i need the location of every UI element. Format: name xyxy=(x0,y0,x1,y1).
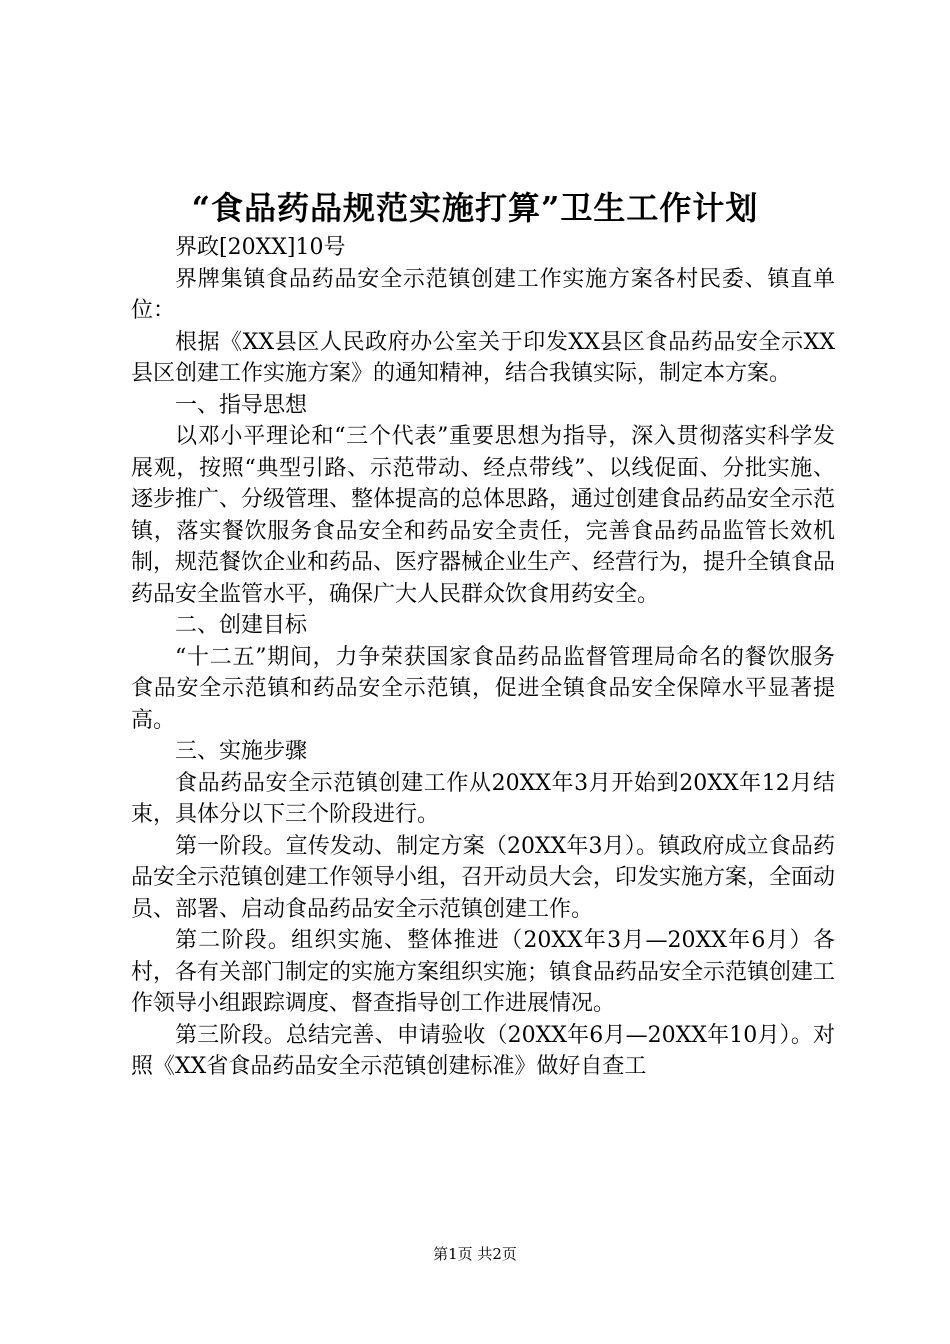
section-heading-goals: 二、创建目标 xyxy=(175,613,308,638)
document-title: “食品药品规范实施打算”卫生工作计划 xyxy=(191,189,759,227)
stage-three-paragraph: 第三阶段。总结完善、申请验收（20XX年6月—20XX年10月）。对照《XX省食品药品安全示范镇创建标准》做好自查工 xyxy=(131,1022,835,1079)
stage-one-paragraph: 第一阶段。宣传发动、制定方案（20XX年3月）。镇政府成立食品药品安全示范镇创建工作领导小组，召开动员大会，印发实施方案，全面动员、部署、启动食品药品安全示范镇创建工作。 xyxy=(131,833,836,922)
page-footer: 第1页 共2页 xyxy=(433,1245,517,1263)
intro-paragraph: 根据《XX县区人民政府办公室关于印发XX县区食品药品安全示XX县区创建工作实施方案》的通知精神，结合我镇实际，制定本方案。 xyxy=(131,329,835,386)
document-body xyxy=(131,232,835,1083)
section-heading-guiding-ideology: 一、指导思想 xyxy=(175,392,308,418)
stage-two-paragraph: 第二阶段。组织实施、整体推进（20XX年3月—20XX年6月）各村，各有关部门制定的实施方案组织实施；镇食品药品安全示范镇创建工作领导小组跟踪调度、督查指导创工作进展情况。 xyxy=(131,928,836,1016)
steps-intro-paragraph: 食品药品安全示范镇创建工作从20XX年3月开始到20XX年12月结束，具体分以下三个阶段进行。 xyxy=(131,770,835,827)
addressee-paragraph: 界牌集镇食品药品安全示范镇创建工作实施方案各村民委、镇直单位： xyxy=(131,266,835,323)
document-number: 界政[20XX]10号 xyxy=(175,235,346,260)
goals-paragraph: “十二五”期间，力争荣获国家食品药品监督管理局命名的餐饮服务食品安全示范镇和药品安全示范镇，促进全镇食品安全保障水平显著提高。 xyxy=(131,644,835,733)
guiding-ideology-paragraph: 以邓小平理论和“三个代表”重要思想为指导，深入贯彻落实科学发展观，按照“典型引路、示范带动、经点带线”、以线促面、分批实施、逐步推广、分级管理、整体提高的总体思路，通过创建食品药品安全示范镇，落实餐饮服务食品安全和药品安全责任，完善食品药品监管长效机制，规范餐饮企业和药品、医疗器械企业生产、经营行为，提升全镇食品药品安全监管水平，确保广大人民群众饮食用药安全。 xyxy=(131,424,836,607)
section-heading-steps: 三、实施步骤 xyxy=(175,739,308,764)
